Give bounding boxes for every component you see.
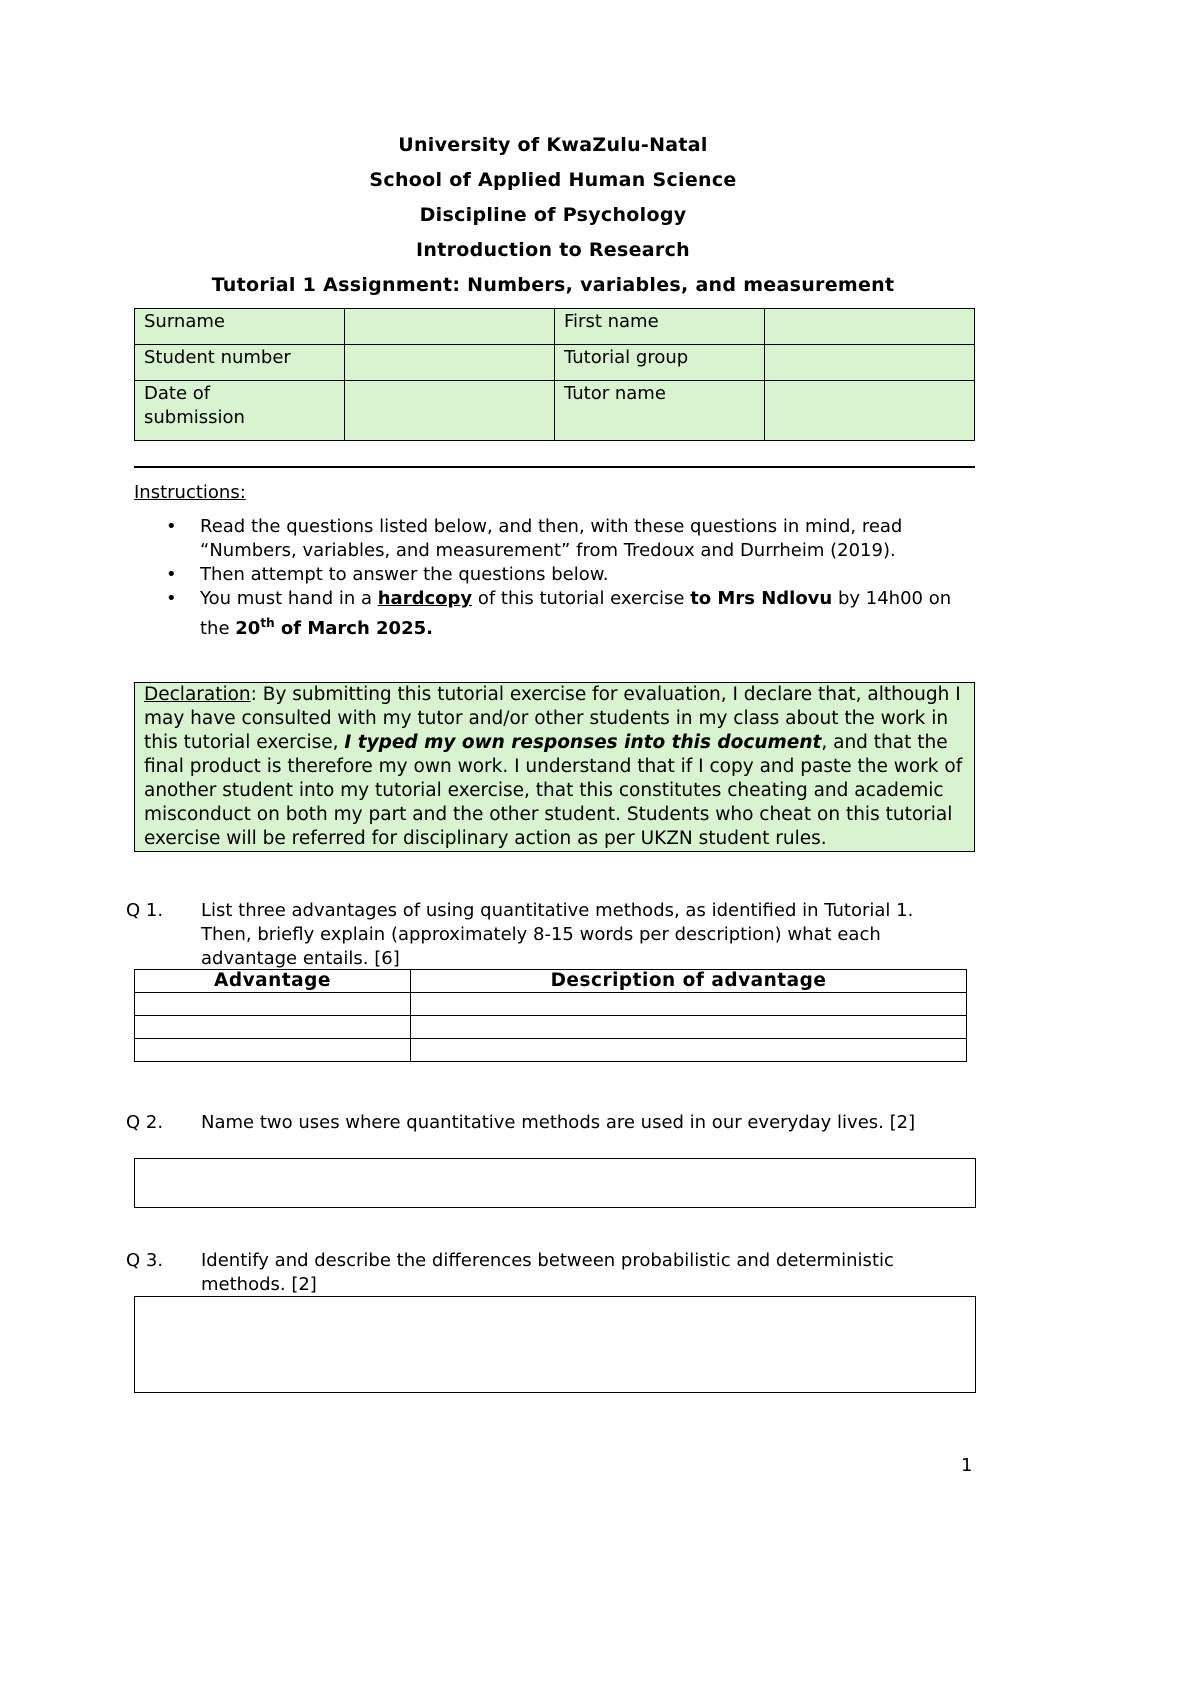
answer-box-q2[interactable] — [134, 1158, 976, 1208]
recipient: to Mrs Ndlovu — [690, 588, 833, 609]
tutor-name-label: Tutor name — [555, 381, 765, 441]
answer-box-q3[interactable] — [134, 1296, 976, 1393]
question-text: Identify and describe the differences between probabilistic and deterministic methods. [2] — [201, 1250, 894, 1295]
advantage-header: Advantage — [135, 970, 411, 993]
instruction-item: • Then attempt to answer the questions below. — [134, 563, 984, 587]
advantage-cell[interactable] — [135, 993, 411, 1016]
hardcopy-emphasis: hardcopy — [377, 588, 473, 609]
tutorial-group-label: Tutorial group — [555, 345, 765, 381]
declaration-box — [134, 682, 975, 852]
table-row — [135, 993, 967, 1016]
divider — [134, 466, 975, 468]
declaration-emphasis: I typed my own responses into this document — [344, 732, 822, 753]
question-text: Name two uses where quantitative methods are used in our everyday lives. [2] — [201, 1112, 916, 1133]
university-heading: University of KwaZulu-Natal — [398, 134, 708, 156]
question-number: Q 2. — [126, 1112, 164, 1133]
question-3 — [126, 1249, 926, 1297]
instructions-heading: Instructions: — [134, 482, 246, 503]
ordinal: th — [260, 616, 275, 630]
tutorial-group-field[interactable] — [765, 345, 975, 381]
description-cell[interactable] — [411, 1016, 967, 1039]
table-row — [135, 1039, 967, 1062]
student-number-label: Student number — [135, 345, 345, 381]
text: by 14h00 on the — [200, 588, 952, 639]
declaration-text: : By submitting this tutorial exercise for evaluation, I declare that, although I may have consulted with my tutor and/or other students in my class about the work in this tutorial exercise, — [144, 684, 961, 753]
advantages-table — [134, 969, 967, 1062]
description-cell[interactable] — [411, 1039, 967, 1062]
question-text: List three advantages of using quantitative methods, as identified in Tutorial 1. Then, briefly explain (approximately 8-15 words per description) what each advantage entails. [6] — [201, 900, 914, 969]
advantage-cell[interactable] — [135, 1039, 411, 1062]
question-2 — [126, 1111, 926, 1135]
date-label-line1: Date of — [144, 383, 211, 404]
text: You must hand in a — [200, 588, 378, 609]
module-heading: Introduction to Research — [416, 239, 690, 261]
school-heading: School of Applied Human Science — [369, 169, 737, 191]
page-number: 1 — [961, 1455, 973, 1476]
instruction-item: • Read the questions listed below, and then, with these questions in mind, read “Numbers, variables, and measurement” from Tredoux and Durrheim (2019). — [134, 515, 984, 563]
date-of-submission-label — [135, 381, 345, 441]
instruction-item — [134, 587, 984, 641]
surname-field[interactable] — [345, 309, 555, 345]
student-info-table — [134, 308, 975, 441]
due-date — [235, 618, 433, 639]
description-cell[interactable] — [411, 993, 967, 1016]
question-number: Q 1. — [126, 900, 164, 921]
text: of this tutorial exercise — [472, 588, 691, 609]
tutor-name-field[interactable] — [765, 381, 975, 441]
due-day: 20 — [235, 618, 261, 639]
declaration-label: Declaration — [144, 684, 251, 705]
first-name-label: First name — [555, 309, 765, 345]
document-title: Tutorial 1 Assignment: Numbers, variables, and measurement — [211, 274, 895, 296]
date-of-submission-field[interactable] — [345, 381, 555, 441]
table-row — [135, 1016, 967, 1039]
question-number: Q 3. — [126, 1250, 164, 1271]
surname-label: Surname — [135, 309, 345, 345]
due-month: of March 2025. — [274, 618, 433, 639]
first-name-field[interactable] — [765, 309, 975, 345]
discipline-heading: Discipline of Psychology — [419, 204, 687, 226]
question-1 — [126, 899, 926, 971]
instructions-list — [134, 515, 984, 641]
declaration-text: , and that the final product is therefore my own work. I understand that if I copy and paste the work of another student into my tutorial exercise, that this constitutes cheating and academic misconduct on both my part and the other student. Students who cheat on this tutorial exercise will be referred for disciplinary action as per UKZN student rules. — [144, 732, 963, 849]
description-header: Description of advantage — [411, 970, 967, 993]
student-number-field[interactable] — [345, 345, 555, 381]
advantage-cell[interactable] — [135, 1016, 411, 1039]
date-label-line2: submission — [144, 407, 245, 428]
